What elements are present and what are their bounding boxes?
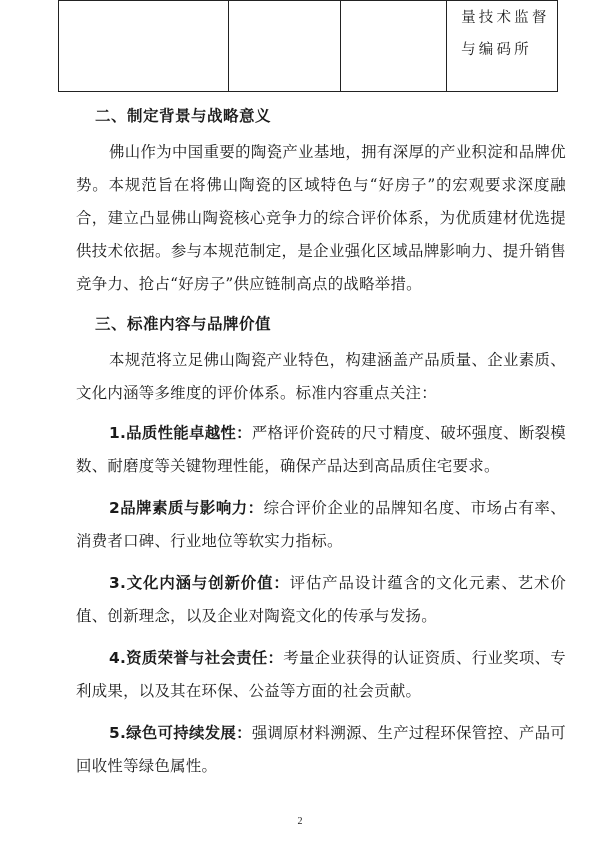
- table-row: [59, 1, 558, 92]
- item-text: 综合评价企业的品牌知名度、市场占有率、消费者口碑、行业地位等软实力指标。: [76, 499, 567, 550]
- cell-line: 量技术监督: [461, 10, 550, 26]
- item-text: 考量企业获得的认证资质、行业奖项、专利成果，以及其在环保、公益等方面的社会贡献。: [76, 649, 567, 700]
- table-cell: [228, 1, 341, 92]
- section-paragraph-background: 佛山作为中国重要的陶瓷产业基地，拥有深厚的产业积淀和品牌优势。本规范旨在将佛山陶瓷的区域特色与“好房子”的宏观要求深度融合，建立凸显佛山陶瓷核心竞争力的综合评价体系，为优质建材优选提供技术依据。参与本规范制定，是企业强化区域品牌影响力、提升销售竞争力、抢占“好房子”供应链制高点的战略举措。: [76, 143, 566, 293]
- table-fragment: [58, 0, 558, 92]
- section-heading-content: 三、标准内容与品牌价值: [95, 315, 272, 333]
- section-intro: 本规范将立足佛山陶瓷产业特色，构建涵盖产品质量、企业素质、文化内涵等多维度的评价体系。标准内容重点关注：: [76, 351, 566, 402]
- item-label: 4.资质荣誉与社会责任：: [109, 649, 284, 667]
- document-body: [76, 97, 566, 792]
- table-cell: [59, 1, 229, 92]
- list-item: [76, 642, 566, 708]
- item-text: 评估产品设计蕴含的文化元素、艺术价值、创新理念，以及企业对陶瓷文化的传承与发扬。: [76, 574, 567, 625]
- list-item: [76, 417, 566, 483]
- table-cell-organization: [447, 1, 558, 92]
- item-label: 2品牌素质与影响力：: [109, 499, 264, 517]
- list-item: [76, 492, 566, 558]
- item-label: 5.绿色可持续发展：: [109, 724, 252, 742]
- item-text: 严格评价瓷砖的尺寸精度、破坏强度、断裂模数、耐磨度等关键物理性能，确保产品达到高品质住宅要求。: [76, 424, 566, 475]
- item-label: 3.文化内涵与创新价值：: [109, 574, 290, 592]
- cell-line: 与编码所: [461, 42, 532, 58]
- list-item: [76, 567, 566, 633]
- item-label: 1.品质性能卓越性：: [109, 424, 252, 442]
- table-cell: [341, 1, 447, 92]
- section-heading-background: 二、制定背景与战略意义: [95, 107, 272, 125]
- list-item: [76, 717, 566, 783]
- page-number: 2: [297, 816, 303, 827]
- item-text: 强调原材料溯源、生产过程环保管控、产品可回收性等绿色属性。: [76, 724, 566, 775]
